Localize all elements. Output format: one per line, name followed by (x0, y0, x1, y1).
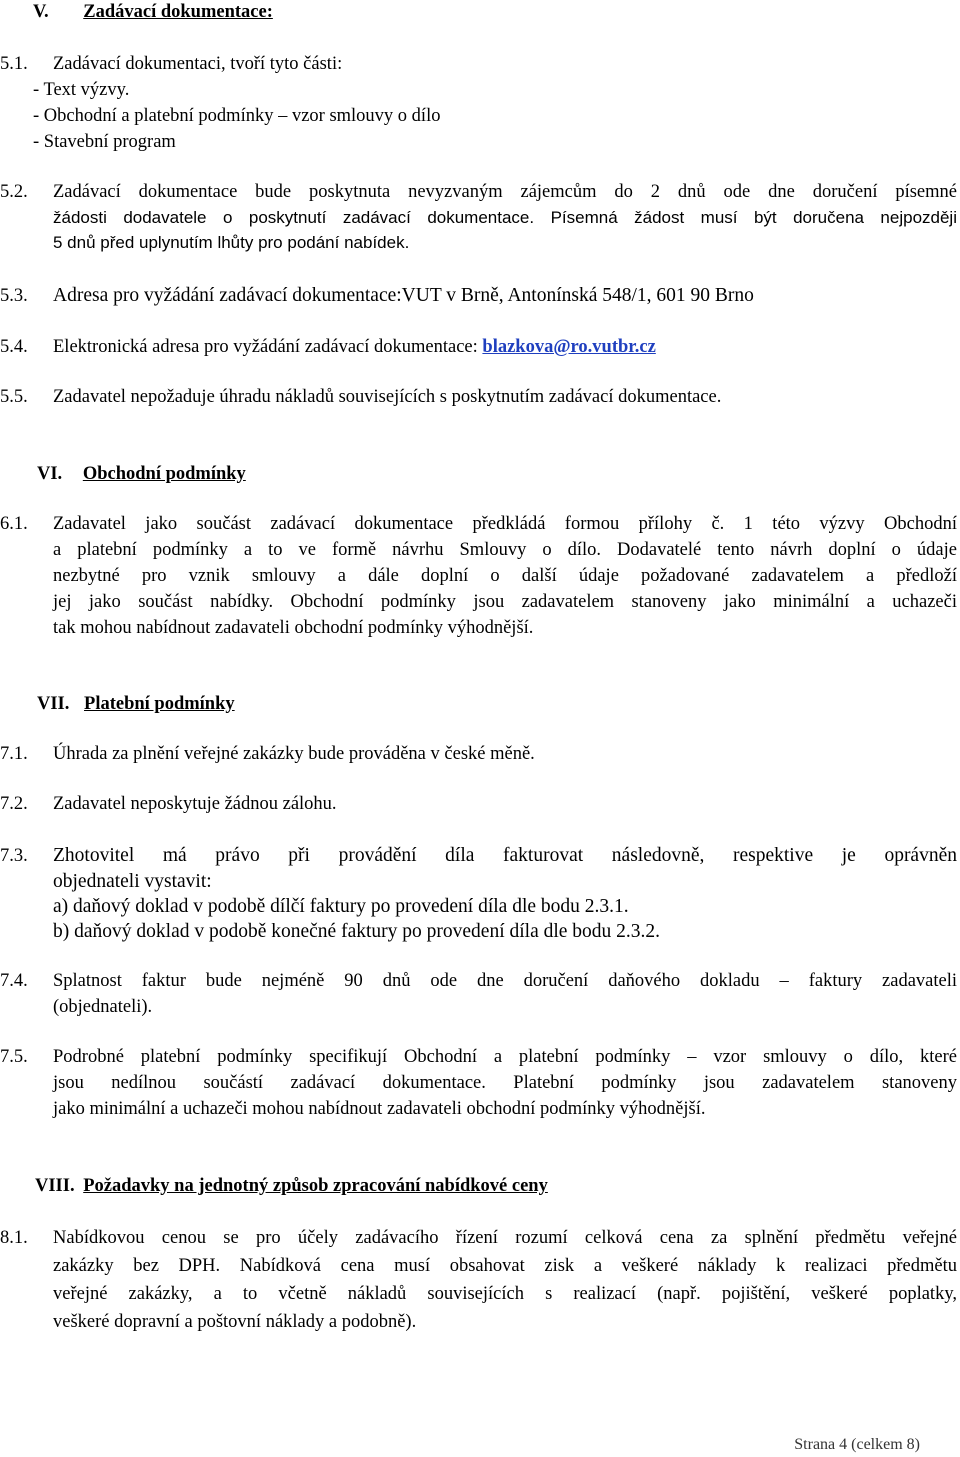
clause-text: Nabídkovou cenou se pro účely zadávacího řízení rozumí celková cena za splnění předmětu veřejné (53, 1228, 957, 1248)
clause-text: veřejné zakázky, a to včetně nákladů souvisejících s realizací (např. pojištění, veškeré poplatky, (53, 1284, 957, 1304)
clause-number: 5.1. (0, 54, 28, 74)
clause-text: objednateli vystavit: (53, 871, 212, 892)
clause-text: jako minimální a uchazeči mohou nabídnout zadavateli obchodní podmínky výhodnější. (53, 1099, 706, 1119)
section-title: Platební podmínky (84, 694, 235, 714)
section-number: VIII. (35, 1176, 75, 1196)
clause-text: Zadávací dokumentace bude poskytnuta nevyzvaným zájemcům do 2 dnů ode dne doručení písemné (53, 182, 957, 202)
clause-text (53, 337, 656, 358)
clause-number: 6.1. (0, 514, 28, 534)
clause-text: Adresa pro vyžádání zadávací dokumentace:VUT v Brně, Antonínská 548/1, 601 90 Brno (53, 285, 754, 306)
clause-text: Podrobné platební podmínky specifikují Obchodní a platební podmínky – vzor smlouvy o dílo, které (53, 1047, 957, 1067)
clause-text: a platební podmínky a to ve formě návrhu Smlouvy o dílo. Dodavatelé tento návrh doplní o údaje (53, 540, 957, 560)
clause-number: 5.5. (0, 387, 28, 407)
section-number: VI. (37, 464, 63, 484)
clause-number: 7.5. (0, 1047, 28, 1067)
clause-number: 7.3. (0, 846, 28, 866)
clause-text: Zadavatel nepožaduje úhradu nákladů souvisejících s poskytnutím zadávací dokumentace. (53, 387, 722, 407)
clause-text: nezbytné pro vznik smlouvy a dále doplní o další údaje požadované zadavatelem a předloží (53, 566, 957, 586)
clause-text: 5 dnů před uplynutím lhůty pro podání nabídek. (53, 233, 410, 252)
clause-number: 5.4. (0, 337, 28, 357)
clause-number: 7.1. (0, 744, 28, 764)
clause-text: jej jako součást nabídky. Obchodní podmínky jsou zadavatelem stanoveny jako minimální a uchazeči (53, 592, 957, 612)
section-viii-heading (35, 1176, 548, 1197)
clause-text: Úhrada za plnění veřejné zakázky bude prováděna v české měně. (53, 744, 535, 764)
clause-number: 5.2. (0, 182, 28, 202)
clause-text: Zadávací dokumentaci, tvoří tyto části: (53, 54, 343, 74)
list-item: - Obchodní a platební podmínky – vzor smlouvy o dílo (33, 106, 441, 126)
section-vi-heading (37, 464, 246, 485)
clause-text: Zhotovitel má právo při provádění díla fakturovat následovně, respektive je oprávněn (53, 845, 957, 866)
clause-text: žádosti dodavatele o poskytnutí zadávací dokumentace. Písemná žádost musí být doručena nejpozději (53, 208, 957, 227)
clause-label: Elektronická adresa pro vyžádání zadávací dokumentace: (53, 337, 483, 357)
clause-text: Zadavatel jako součást zadávací dokumentace předkládá formou přílohy č. 1 této výzvy Obchodní (53, 514, 957, 534)
clause-text: a) daňový doklad v podobě dílčí faktury po provedení díla dle bodu 2.3.1. (53, 896, 629, 917)
clause-number: 8.1. (0, 1228, 28, 1248)
clause-text: tak mohou nabídnout zadavateli obchodní podmínky výhodnější. (53, 618, 534, 638)
email-link[interactable]: blazkova@ro.vutbr.cz (482, 337, 656, 357)
section-number: V. (33, 2, 49, 22)
list-item: - Stavební program (33, 132, 176, 152)
clause-number: 7.2. (0, 794, 28, 814)
clause-text: veškeré dopravní a poštovní náklady a podobně). (53, 1312, 417, 1332)
section-title: Zadávací dokumentace: (83, 2, 273, 22)
section-vii-heading (37, 694, 235, 715)
section-title: Obchodní podmínky (82, 464, 246, 484)
section-number: VII. (37, 694, 70, 714)
section-title: Požadavky na jednotný způsob zpracování nabídkové ceny (83, 1176, 548, 1196)
page-number: Strana 4 (celkem 8) (794, 1436, 920, 1453)
clause-text: (objednateli). (53, 997, 153, 1017)
clause-text: b) daňový doklad v podobě konečné faktury po provedení díla dle bodu 2.3.2. (53, 921, 661, 942)
clause-text: zakázky bez DPH. Nabídková cena musí obsahovat zisk a veškeré náklady k realizaci předmětu (53, 1256, 957, 1276)
section-v-heading (33, 2, 273, 23)
clause-text: Splatnost faktur bude nejméně 90 dnů ode dne doručení daňového dokladu – faktury zadavateli (53, 971, 957, 991)
list-item: - Text výzvy. (33, 80, 130, 100)
clause-text: jsou nedílnou součástí zadávací dokumentace. Platební podmínky jsou zadavatelem stanoveny (53, 1073, 957, 1093)
clause-number: 7.4. (0, 971, 28, 991)
clause-text: Zadavatel neposkytuje žádnou zálohu. (53, 794, 337, 814)
clause-number: 5.3. (0, 286, 28, 306)
